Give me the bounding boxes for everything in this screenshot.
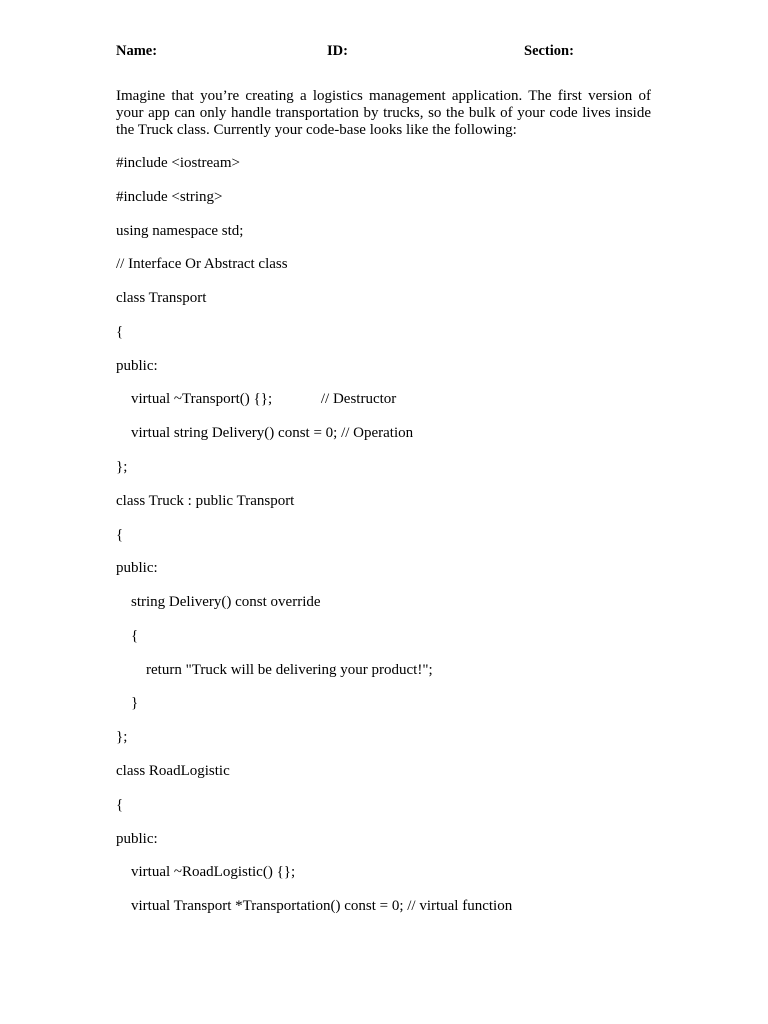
code-line: { (116, 324, 124, 340)
name-label: Name: (116, 43, 158, 59)
code-line: public: (116, 831, 158, 847)
code-line: class RoadLogistic (116, 763, 230, 779)
code-line: class Truck : public Transport (116, 493, 295, 509)
intro-paragraph: Imagine that you’re creating a logistics management application. The first version of your app can only handle transportation by trucks, so the bulk of your code lives inside the Truck class. Currently your code-base looks like the following: (116, 88, 651, 138)
code-line: public: (116, 358, 158, 374)
code-line: virtual string Delivery() const = 0; // Operation (116, 425, 414, 441)
code-line: return "Truck will be delivering your product!"; (116, 662, 433, 678)
section-label: Section: (524, 43, 574, 59)
code-line: class Transport (116, 290, 207, 306)
student-info-header (116, 43, 656, 61)
code-line: public: (116, 560, 158, 576)
code-line: } (116, 695, 139, 711)
code-line: using namespace std; (116, 223, 244, 239)
code-line: { (116, 527, 124, 543)
code-comment-line: // Interface Or Abstract class (116, 256, 288, 272)
code-line: string Delivery() const override (116, 594, 321, 610)
code-line: #include <iostream> (116, 155, 240, 171)
code-line: { (116, 797, 124, 813)
code-line: }; (116, 459, 128, 475)
code-line: virtual Transport *Transportation() const = 0; // virtual function (116, 898, 513, 914)
code-line: virtual ~RoadLogistic() {}; (116, 864, 296, 880)
id-label: ID: (327, 43, 348, 59)
code-line: virtual ~Transport() {}; // Destructor (116, 391, 397, 407)
code-line: #include <string> (116, 189, 223, 205)
code-line: }; (116, 729, 128, 745)
code-line: { (116, 628, 139, 644)
